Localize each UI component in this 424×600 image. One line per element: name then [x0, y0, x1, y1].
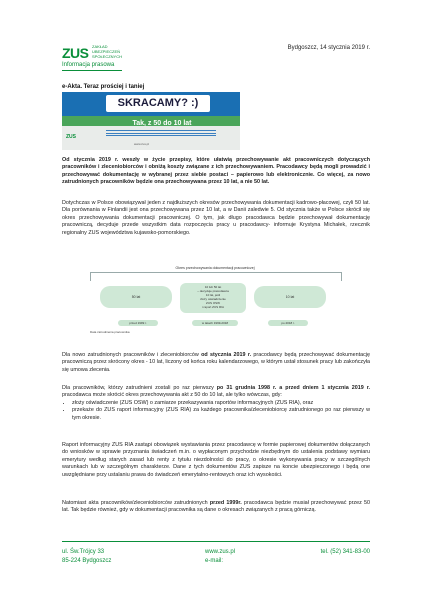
footer-web: www.zus.pl e-mail:: [205, 549, 236, 564]
header-divider: [62, 70, 122, 71]
zus-logo: ZUS: [62, 45, 89, 61]
diagram-axis-label: Data zatrudnienia pracownika: [90, 330, 130, 334]
paragraph-history: Dotychczas w Polsce obowiązywał jeden z najdłuższych okresów przechowywania dokumentacji kadrowo-płacowej, czyli 50 lat. Dla porównania w Finlandii jest ona przechowywana przez 10 lat, a w Danii zaledwie 5. Od stycznia także w Polsce skrócił się okres przechowywania dokumentacji pracowniczej. O tym, jak długo pracodawca będzie przechowywał dokumentację pracowniczą, decyduje przede wszystkim data rozpoczęcia pracy u pracodawcy- informuje Krystyna Michałek, rzecznik regionalny ZUS województwa kujawsko-pomorskiego.: [62, 200, 370, 236]
phase-50-years: 50 lat: [100, 286, 172, 308]
footer-divider: [62, 541, 370, 542]
period-before-1999: przed 1999 r.: [118, 320, 158, 326]
phase-10-or-50-years: 10 lub 50 lat – decyduje pracodawca 10 lat, jeśli złoży oświadczenie ZUS OSW i raport ZUS RIA: [180, 283, 246, 313]
condition-item: • przekaże do ZUS raport informacyjny (ZUS RIA) za każdego pracownika/zleceniobiorcę zatrudnionego po raz pierwszy w tym okresie.: [72, 407, 370, 422]
lead-paragraph: Od stycznia 2019 r. weszły w życie przepisy, które ułatwią przechowywanie akt pracowniczych dotyczących pracowników i zleceniobiorców i obniżą koszty związane z ich przechowywaniem. Pracodawcy będą mogli prowadzić i przechowywać dokumentację w wybranej przez siebie postaci – papierowo lub elektronicznie. Co więcej, za nowo zatrudnionych pracowników będzie ona przechowywana przez 10 lat, a nie 50 lat.: [62, 157, 370, 186]
banner-url: www.zus.pl: [134, 142, 150, 146]
banner-subline: Tak, z 50 do 10 lat: [132, 120, 192, 127]
phase-10-years: 10 lat: [254, 286, 326, 308]
press-release-label: Informacja prasowa: [62, 62, 115, 68]
promo-banner: [62, 92, 240, 150]
period-1999-2018: w latach 1999-2018: [192, 320, 238, 326]
paragraph-new-employees: Dla nowo zatrudnionych pracowników i zleceniobiorców od stycznia 2019 r. pracodawcy będą przechowywać dokumentację pracowniczą przez skrócony okres - 10 lat, liczony od końca roku kalendarzowego, w którym ustał stosunek pracy lub zakończyła się umowa zlecenia.: [62, 352, 371, 373]
condition-item: • złoży oświadczenie (ZUS OSW) o zamiarze przekazywania raportów informacyjnych (ZUS RIA), oraz: [72, 400, 370, 407]
banner-fine-print: [106, 129, 216, 139]
conditions-list: [62, 400, 370, 422]
banner-headline: SKRACAMY? :): [117, 97, 199, 109]
period-after-2018: po 2018 r.: [268, 320, 308, 326]
paragraph-ria-report: Raport informacyjny ZUS RIA zastąpi obowiązek wystawiania przez pracodawcę w formie papierowej dokumentów dołączanych do wniosków w sprawie przyznania świadczeń m.in. o wypłaconym przychodzie niezbędnym do ustalenia podstawy wymiaru emerytury według starych zasad lub renty z tytułu niezdolności do pracy, o okresie wykonywania pracy w szczególnych warunkach lub w szczególnym charakterze. Dane z tych dokumentów ZUS zapisze na koncie ubezpieczonego i będą one uwzględniane przy ustalaniu prawa do świadczeń emerytalno-rentowych oraz ich wysokości.: [62, 442, 370, 478]
zus-logo-name: ZAKŁAD UBEZPIECZEŃ SPOŁECZNYCH: [92, 44, 123, 59]
banner-logo: ZUS: [66, 134, 76, 140]
diagram-bracket: [90, 272, 342, 281]
article-title: e-Akta. Teraz prościej i taniej: [62, 84, 145, 90]
diagram-title: Okres przechowywania dokumentacji pracowniczej: [175, 266, 255, 270]
paragraph-before-1999: Natomiast akta pracowników/zleceniobiorców zatrudnionych przed 1999r. pracodawca będzie musiał przechowywać przez 50 lat. Tak będzie również, gdy w dokumentacji pracownika są dane o okresach związanych z pracą górniczą.: [62, 500, 370, 514]
footer-address: ul. Św.Trójcy 33 85-224 Bydgoszcz: [62, 549, 112, 564]
paragraph-1999-2018: Dla pracowników, którzy zatrudnieni zostali po raz pierwszy po 31 grudnia 1998 r. a przed dniem 1 stycznia 2019 r. pracodawca może skrócić okres przechowywania akt z 50 do 10 lat, ale tylko wówczas, gdy: • złoży oświadczenie (ZUS OSW) o zamiarze przekazywania raportów informacyjnych (ZUS RIA), oraz • przekaże do ZUS raport informacyjny (ZUS RIA) za każdego pracownika/zleceniobiorcę zatrudnionego po raz pierwszy w tym okresie.: [62, 385, 370, 422]
footer-phone: tel. (52) 341-83-00: [320, 549, 370, 555]
dateline: Bydgoszcz, 14 stycznia 2019 r.: [287, 45, 370, 51]
